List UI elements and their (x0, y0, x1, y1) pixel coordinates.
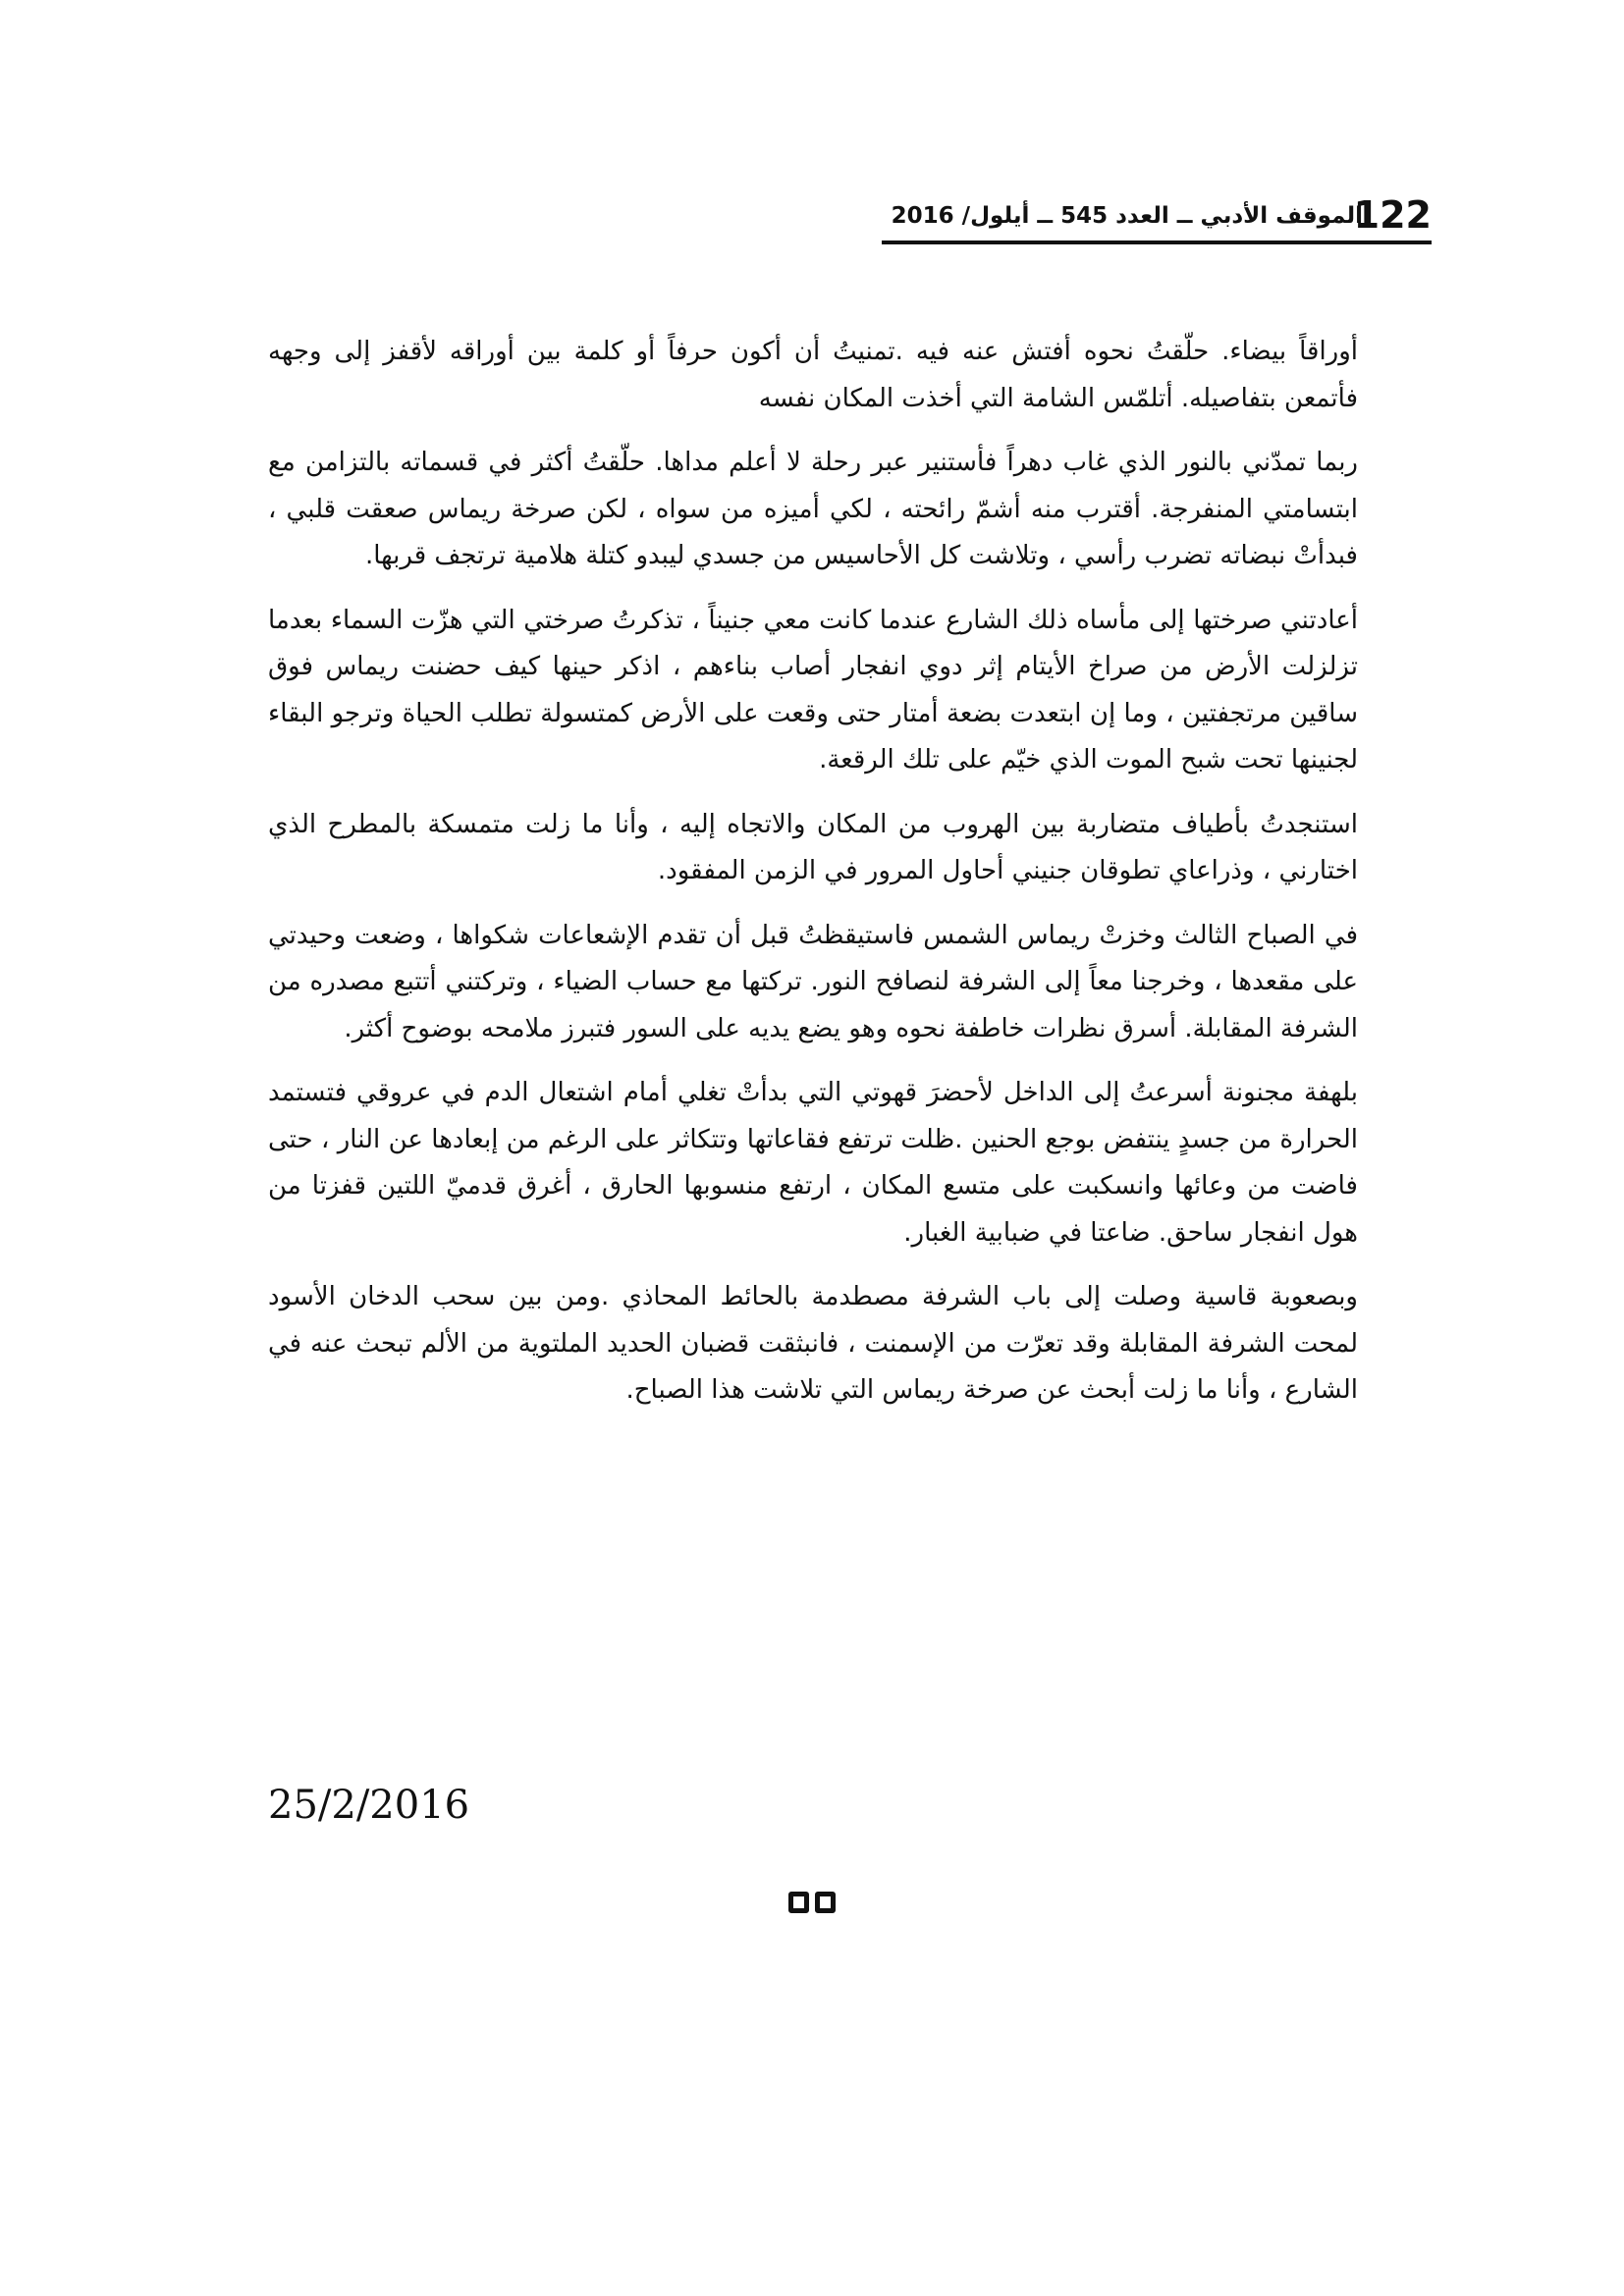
paragraph-5: في الصباح الثالث وخزتْ ريماس الشمس فاستيقظتُ قبل أن تقدم الإشعاعات شكواها ، وضعت وحيدتي على مقعدها ، وخرجنا معاً إلى الشرفة لنصافح النور. تركتها مع حساب الضياء ، وتركتني أتتبع مصدره من الشرفة المقابلة. أسرق نظرات خاطفة نحوه وهو يضع يديه على السور فتبرز ملامحه بوضوح أكثر. (268, 920, 1358, 1043)
article-body (268, 329, 1358, 1432)
paragraph-6: بلهفة مجنونة أسرعتُ إلى الداخل لأحضرَ قهوتي التي بدأتْ تغلي أمام اشتعال الدم في عروقي فتستمد الحرارة من جسدٍ ينتفض بوجع الحنين .ظلت ترتفع فقاعاتها وتتكاثر على الرغم من إبعادها عن النار ، حتى فاضت من وعائها وانسكبت على متسع المكان ، ارتفع منسوبها الحارق ، أغرق قدميّ اللتين قفزتا من هول انفجار ساحق. ضاعتا في ضبابية الغبار. (268, 1078, 1358, 1248)
end-mark-square (815, 1892, 836, 1913)
end-mark-square (788, 1892, 809, 1913)
paragraph-2: ربما تمدّني بالنور الذي غاب دهراً فأستنير عبر رحلة لا أعلم مداها. حلّقتُ أكثر في قسماته بالتزامن مع ابتسامتي المنفرجة. أقترب منه أشمّ رائحته ، لكي أميزه من سواه ، لكن صرخة ريماس صعقت قلبي ، فبدأتْ نبضاته تضرب رأسي ، وتلاشت كل الأحاسيس من جسدي ليبدو كتلة هلامية ترتجف قربها. (268, 448, 1358, 570)
end-of-article-mark (788, 1892, 836, 1913)
header-rule (882, 240, 1432, 244)
paragraph-4: استنجدتُ بأطياف متضاربة بين الهروب من المكان والاتجاه إليه ، وأنا ما زلت متمسكة بالمطرح الذي اختارني ، وذراعاي تطوقان جنيني أحاول المرور في الزمن المفقود. (268, 809, 1358, 885)
page-header (882, 191, 1432, 246)
paragraph-1: أوراقاً بيضاء. حلّقتُ نحوه أفتش عنه فيه .تمنيتُ أن أكون حرفاً أو كلمة بين أوراقه لأقفز إلى وجهه فأتمعن بتفاصيله. أتلمّس الشامة التي أخذت المكان نفسه (268, 337, 1358, 413)
running-head: الموقف الأدبي ــ العدد 545 ــ أيلول/ 2016 (891, 203, 1363, 229)
paragraph-7: وبصعوبة قاسية وصلت إلى باب الشرفة مصطدمة بالحائط المحاذي .ومن بين سحب الدخان الأسود لمحت الشرفة المقابلة وقد تعرّت من الإسمنت ، فانبثقت قضبان الحديد الملتوية من الألم تبحث عنه في الشارع ، وأنا ما زلت أبحث عن صرخة ريماس التي تلاشت هذا الصباح. (268, 1282, 1358, 1405)
page-number: 122 (1353, 193, 1432, 237)
paragraph-3: أعادتني صرختها إلى مأساه ذلك الشارع عندما كانت معي جنيناً ، تذكرتُ صرختي التي هزّت السماء بعدما تزلزلت الأرض من صراخ الأيتام إثر دوي انفجار أصاب بناءهم ، اذكر حينها كيف حضنت ريماس فوق ساقين مرتجفتين ، وما إن ابتعدت بضعة أمتار حتى وقعت على الأرض كمتسولة تطلب الحياة وترجو البقاء لجنينها تحت شبح الموت الذي خيّم على تلك الرقعة. (268, 605, 1358, 774)
article-date: 25/2/2016 (268, 1783, 470, 1828)
